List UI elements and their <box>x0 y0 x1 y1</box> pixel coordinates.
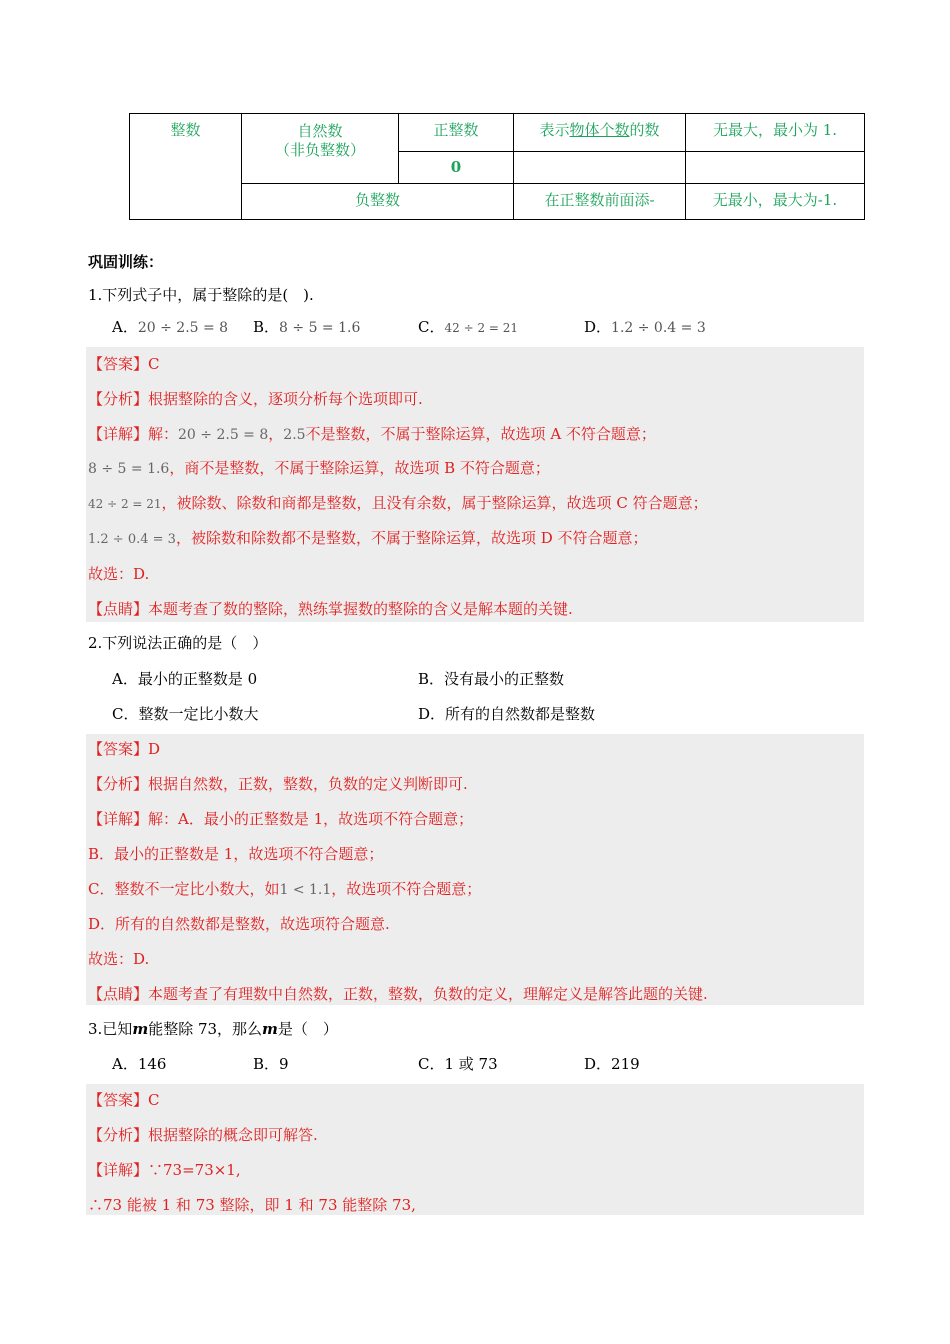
q1-option-b: B．8 ÷ 5 = 1.6 <box>253 318 361 336</box>
cell-positive-integer: 正整数 <box>399 114 514 152</box>
q1-detail-4: 1.2 ÷ 0.4 = 3，被除数和除数都不是整数，不属于整除运算，故选项 D 不符合题意； <box>88 529 648 547</box>
q3-option-c: C．1 或 73 <box>418 1055 498 1073</box>
q2-option-a: A．最小的正整数是 0 <box>112 670 258 688</box>
q3-answer: 【答案】C <box>88 1091 160 1109</box>
q1-option-a: A．20 ÷ 2.5 = 8 <box>112 318 229 336</box>
q2-detail-1: 【详解】解：A．最小的正整数是 1，故选项不符合题意； <box>88 810 474 828</box>
cell-empty-2 <box>686 152 865 184</box>
q2-detail-2: B．最小的正整数是 1，故选项不符合题意； <box>88 845 384 863</box>
cell-empty-1 <box>514 152 686 184</box>
q1-analysis: 【分析】根据整除的含义，逐项分析每个选项即可. <box>88 390 423 408</box>
q1-choose: 故选：D. <box>88 565 150 583</box>
cell-positive-range: 无最大，最小为 1. <box>686 114 865 152</box>
q3-option-b: B．9 <box>253 1055 289 1073</box>
q1-comment: 【点睛】本题考查了数的整除，熟练掌握数的整除的含义是解本题的关键. <box>88 600 573 618</box>
cell-negative-desc: 在正整数前面添- <box>514 184 686 220</box>
q1-detail-3: 42 ÷ 2 = 21，被除数、除数和商都是整数，且没有余数，属于整除运算，故选项 C 符合题意； <box>88 494 708 512</box>
q1-option-d: D．1.2 ÷ 0.4 = 3 <box>584 318 706 336</box>
cell-negative-integer: 负整数 <box>242 184 514 220</box>
q3-stem: 3.已知m能整除 73，那么m是（ ） <box>88 1020 338 1038</box>
q3-detail-2: ∴73 能被 1 和 73 整除，即 1 和 73 能整除 73, <box>88 1196 416 1214</box>
q3-option-a: A．146 <box>112 1055 167 1073</box>
q3-option-d: D．219 <box>584 1055 640 1073</box>
q2-answer: 【答案】D <box>88 740 161 758</box>
cell-natural-number: 自然数 （非负整数） <box>242 114 399 184</box>
q2-choose: 故选：D. <box>88 950 150 968</box>
q2-detail-3: C．整数不一定比小数大，如1 < 1.1，故选项不符合题意； <box>88 880 482 898</box>
q1-detail-1: 【详解】解：20 ÷ 2.5 = 8，2.5不是整数，不属于整除运算，故选项 A 不符合题意； <box>88 425 656 443</box>
q2-detail-4: D．所有的自然数都是整数，故选项符合题意. <box>88 915 390 933</box>
q1-answer: 【答案】C <box>88 355 160 373</box>
q1-detail-2: 8 ÷ 5 = 1.6，商不是整数，不属于整除运算，故选项 B 不符合题意； <box>88 459 550 477</box>
q3-analysis: 【分析】根据整除的概念即可解答. <box>88 1126 318 1144</box>
q2-option-d: D．所有的自然数都是整数 <box>418 705 596 723</box>
q2-option-c: C．整数一定比小数大 <box>112 705 259 723</box>
cell-integer: 整数 <box>130 114 242 220</box>
q2-stem: 2.下列说法正确的是（ ） <box>88 634 268 652</box>
cell-positive-desc: 表示物体个数的数 <box>514 114 686 152</box>
q3-detail-1: 【详解】∵73=73×1, <box>88 1161 241 1179</box>
cell-zero: 0 <box>399 152 514 184</box>
q2-option-b: B．没有最小的正整数 <box>418 670 565 688</box>
q2-comment: 【点睛】本题考查了有理数中自然数，正数，整数，负数的定义，理解定义是解答此题的关键. <box>88 985 708 1003</box>
cell-negative-range: 无最小，最大为-1. <box>686 184 865 220</box>
q1-option-c: C．42 ÷ 2 = 21 <box>418 318 519 336</box>
number-classification-table <box>129 113 865 220</box>
q1-stem: 1.下列式子中，属于整除的是( ). <box>88 286 314 304</box>
section-title: 巩固训练： <box>88 253 164 271</box>
q2-analysis: 【分析】根据自然数，正数，整数，负数的定义判断即可. <box>88 775 468 793</box>
